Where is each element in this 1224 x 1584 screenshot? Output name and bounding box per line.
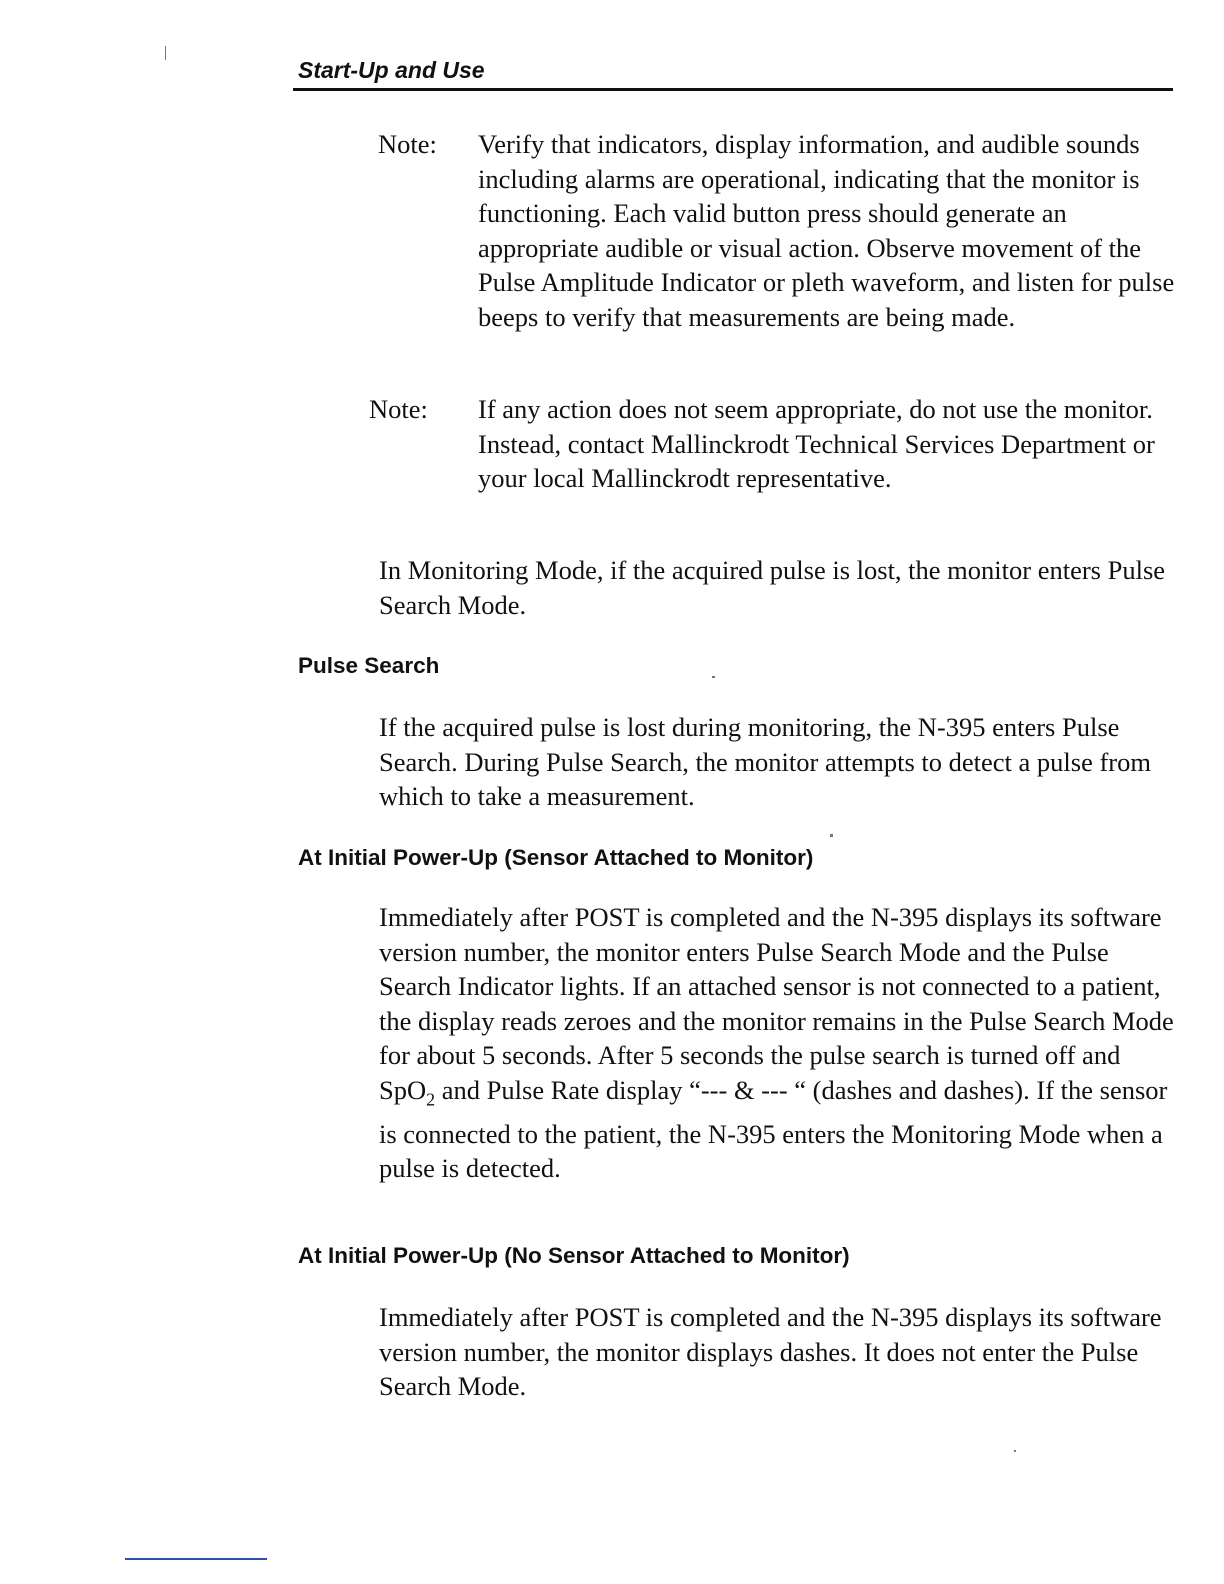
intro-paragraph: In Monitoring Mode, if the acquired pulse is lost, the monitor enters Pulse Search Mode. (379, 555, 1166, 620)
page-header-title: Start-Up and Use (298, 57, 485, 83)
section-heading-no-sensor: At Initial Power-Up (No Sensor Attached to Monitor) (298, 1243, 850, 1268)
scan-speck (1014, 1450, 1016, 1452)
scan-speck (712, 676, 715, 678)
note-text: Verify that indicators, display information, and audible sounds including alarms are operational, indicating that the monitor is functioning. Each valid button press should generate an appropriate audible or visual action. Observe movement of the Pulse Amplitude Indicator or pleth waveform, and listen for pulse beeps to verify that measurements are being made. (478, 129, 1175, 332)
spo2-subscript: 2 (426, 1089, 436, 1110)
body-text-part2: and Pulse Rate display “--- & --- “ (dashes and dashes). If the sensor is connected to the patient, the N-395 enters the Monitoring Mode when a pulse is detected. (379, 1074, 1168, 1184)
section-body-pulse-search: If the acquired pulse is lost during monitoring, the N-395 enters Pulse Search. During Pulse Search, the monitor attempts to detect a pulse from which to take a measurement. (379, 712, 1151, 812)
note-label: Note: (369, 394, 428, 424)
footer-rule (125, 1558, 267, 1560)
section-heading-sensor-attached: At Initial Power-Up (Sensor Attached to Monitor) (298, 845, 814, 870)
note-text: If any action does not seem appropriate, do not use the monitor. Instead, contact Mallinckrodt Technical Services Department or your local Mallinckrodt representative. (478, 394, 1155, 494)
section-heading-pulse-search: Pulse Search (298, 653, 440, 678)
scan-speck (830, 834, 833, 837)
section-body-sensor-attached (379, 900, 1179, 1186)
header-rule (293, 88, 1173, 91)
note-label: Note: (378, 129, 437, 159)
body-text-part1: Immediately after POST is completed and the N-395 displays its software version number, the monitor enters Pulse Search Mode and the Pulse Search Indicator lights. If an attached sensor is not connected to a patient, the display reads zeroes and the monitor remains in the Pulse Search Mode for about 5 seconds. After 5 seconds the pulse search is turned off and SpO (379, 902, 1174, 1105)
scan-speck (165, 46, 166, 60)
section-body-no-sensor: Immediately after POST is completed and the N-395 displays its software version number, the monitor displays dashes. It does not enter the Pulse Search Mode. (379, 1302, 1162, 1402)
